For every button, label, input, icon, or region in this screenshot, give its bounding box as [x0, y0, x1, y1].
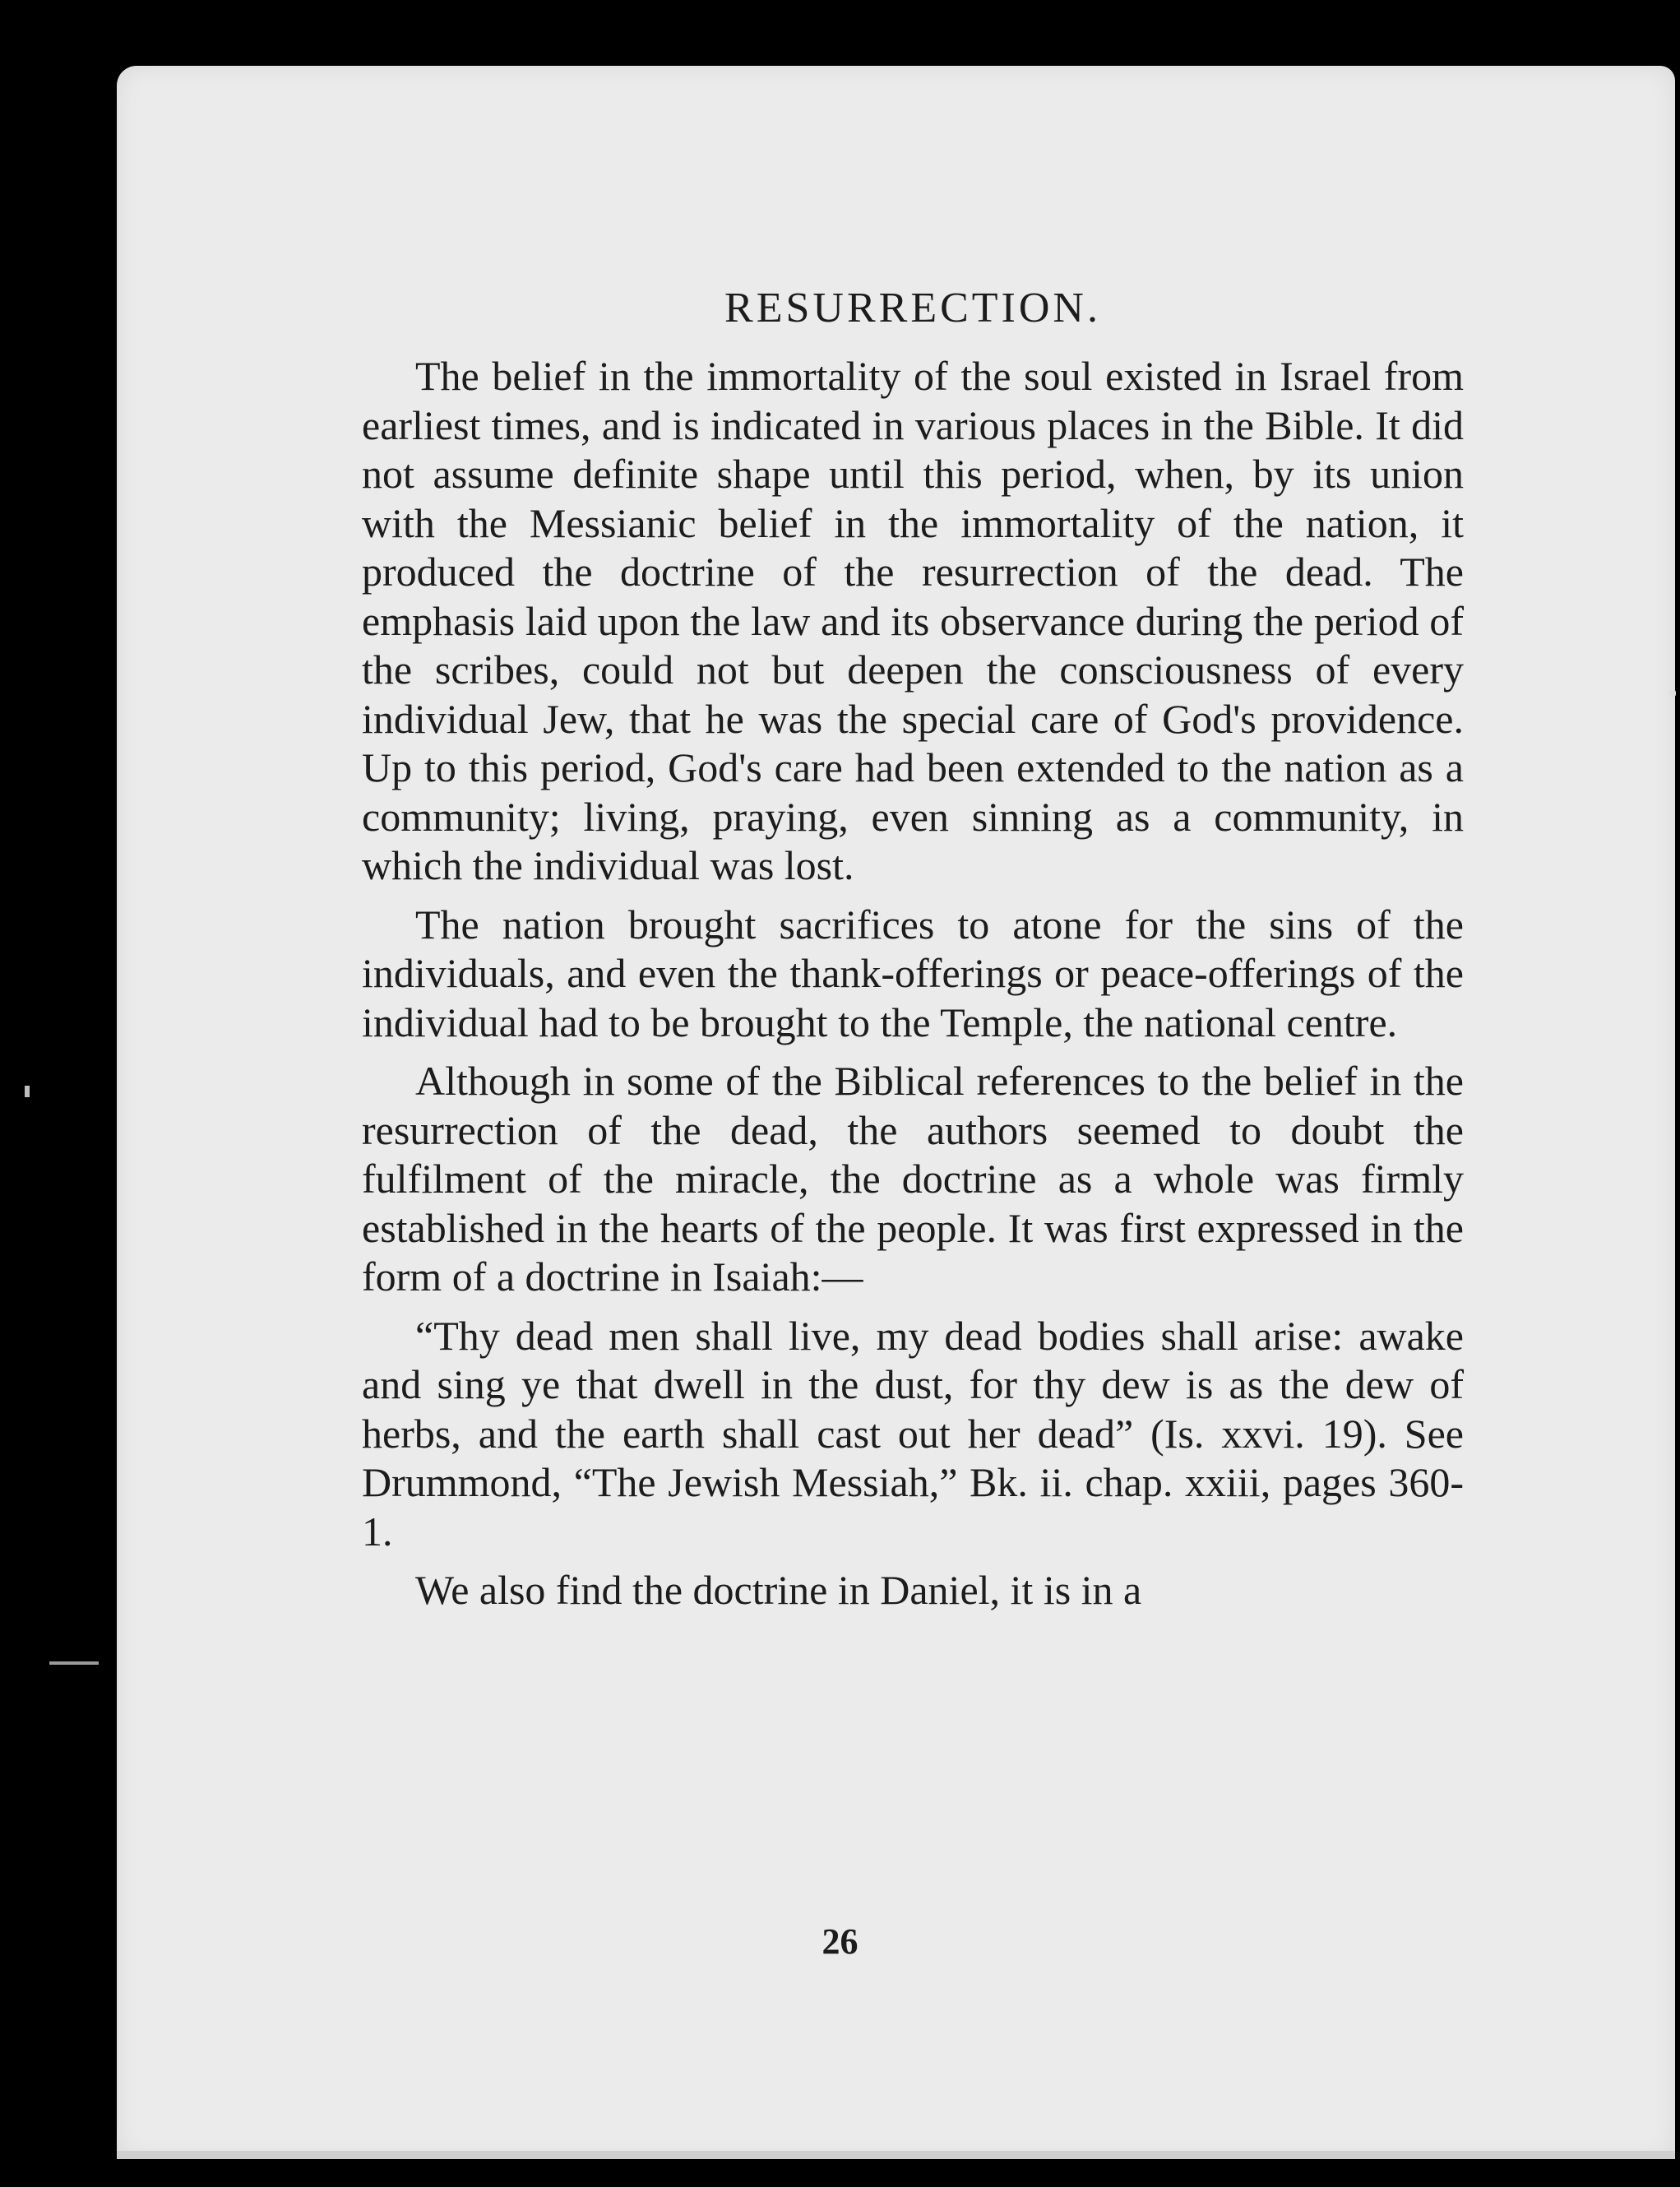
- page-number: 26: [821, 1921, 859, 1962]
- page-bottom-edge: [117, 2151, 1675, 2159]
- paragraph: Although in some of the Biblical references to the belief in the resurrection of the dead, the authors seemed to doubt the fulfilment of the miracle, the doctrine as a whole was firmly established in the hearts of the people. It was first expressed in the form of a doctrine in Isaiah:—: [362, 1058, 1464, 1300]
- scan-speck: [1669, 689, 1676, 697]
- scan-speck: [25, 1086, 30, 1097]
- paragraph: The belief in the immortality of the soul existed in Israel from earliest times, and is indicated in various places in the Bible. It did not assume definite shape until this period, when, by its union with the Messianic belief in the immortality of the nation, it produced the doctrine of the resurrection of the dead. The emphasis laid upon the law and its observance during the period of the scribes, could not but deepen the consciousness of every individual Jew, that he was the special care of God's providence. Up to this period, God's care had been extended to the nation as a community; living, praying, even sinning as a community, in which the individual was lost.: [362, 353, 1464, 888]
- paragraph: We also find the doctrine in Daniel, it is in a: [415, 1567, 1142, 1613]
- quotation-paragraph: “Thy dead men shall live, my dead bodies shall arise: awake and sing ye that dwell in the dust, for thy dew is as the dew of herbs, and the earth shall cast out her dead” (Is. xxvi. 19). See Drummond, “The Jewish Messiah,” Bk. ii. chap. xxiii, pages 360-1.: [362, 1312, 1464, 1555]
- page-text: [362, 280, 1464, 1625]
- paragraph: The nation brought sacrifices to atone for the sins of the individuals, and even the thank-offerings or peace-offerings of the individual had to be brought to the Temple, the national centre.: [362, 901, 1464, 1045]
- chapter-title: RESURRECTION.: [724, 285, 1101, 331]
- scan-speck: [49, 1661, 99, 1665]
